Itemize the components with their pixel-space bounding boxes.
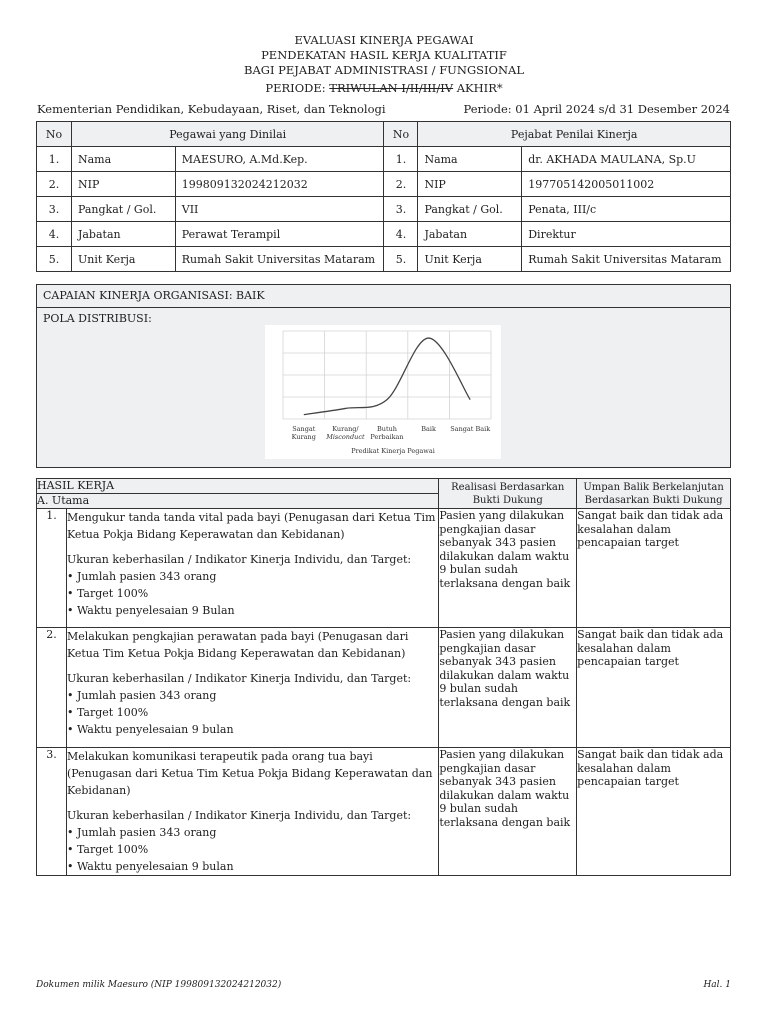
row-number: 3. (384, 197, 418, 222)
target-item: • Waktu penyelesaian 9 bulan (66, 723, 234, 736)
employee-table-header (37, 122, 731, 147)
x-tick-label: Kurang (291, 433, 316, 441)
indikator-label: Ukuran keberhasilan / Indikator Kinerja Individu, dan Target: (66, 672, 412, 685)
periode-suffix: AKHIR* (453, 81, 503, 95)
umpan-balik-cell: Sangat baik dan tidak ada kesalahan dalam pencapaian target (577, 748, 731, 876)
task-cell (66, 748, 438, 876)
col-header-no-2: No (384, 122, 418, 147)
table-row (37, 509, 731, 628)
row-number: 4. (37, 222, 72, 247)
field-value: Penata, III/c (522, 197, 731, 222)
row-number: 1. (384, 147, 418, 172)
col-header-penilai: Pejabat Penilai Kinerja (418, 122, 731, 147)
row-number: 2. (37, 628, 67, 748)
doc-title: EVALUASI KINERJA PEGAWAI (294, 33, 474, 47)
col-header-pegawai: Pegawai yang Dinilai (71, 122, 384, 147)
field-value: Rumah Sakit Universitas Mataram (522, 247, 731, 272)
table-row (37, 748, 731, 876)
table-row (37, 247, 731, 272)
footer-page-number: Hal. 1 (703, 980, 731, 990)
task-description: Melakukan komunikasi terapeutik pada orang tua bayi (Penugasan dari Ketua Tim Ketua Pokja Bidang Keperawatan dan Kebidanan) (66, 750, 433, 797)
task-cell (66, 628, 438, 748)
field-value: Perawat Terampil (175, 222, 384, 247)
hasil-kerja-table (36, 478, 731, 876)
doc-subtitle-1: PENDEKATAN HASIL KERJA KUALITATIF (261, 48, 507, 62)
field-value: VII (175, 197, 384, 222)
field-value: 197705142005011002 (522, 172, 731, 197)
x-tick-label: Misconduct (326, 433, 365, 441)
field-value: MAESURO, A.Md.Kep. (175, 147, 384, 172)
hasil-kerja-title: HASIL KERJA (37, 479, 439, 494)
field-value: Direktur (522, 222, 731, 247)
pola-distribusi-label: POLA DISTRIBUSI: (43, 312, 152, 325)
field-label: NIP (71, 172, 175, 197)
row-number: 5. (37, 247, 72, 272)
target-item: • Jumlah pasien 343 orang (66, 826, 217, 839)
x-axis-label: Predikat Kinerja Pegawai (351, 447, 435, 455)
doc-periode-line (0, 81, 768, 96)
field-label: Jabatan (71, 222, 175, 247)
field-label: Pangkat / Gol. (71, 197, 175, 222)
row-number: 3. (37, 748, 67, 876)
table-row (37, 172, 731, 197)
realisasi-cell: Pasien yang dilakukan pengkajian dasar sebanyak 343 pasien dilakukan dalam waktu 9 bulan sudah terlaksana dengan baik (439, 748, 577, 876)
period-range: Periode: 01 April 2024 s/d 31 Desember 2024 (463, 102, 730, 116)
field-label: Unit Kerja (71, 247, 175, 272)
doc-subtitle-2: BAGI PEJABAT ADMINISTRASI / FUNGSIONAL (244, 63, 524, 77)
distribution-curve (304, 338, 470, 415)
task-cell (66, 509, 438, 628)
x-tick-label: Butuh (377, 425, 397, 433)
target-item: • Target 100% (66, 843, 149, 856)
target-item: • Waktu penyelesaian 9 bulan (66, 860, 234, 873)
field-label: Unit Kerja (418, 247, 522, 272)
section-utama: A. Utama (37, 494, 439, 509)
distribution-chart-svg (265, 325, 501, 459)
umpan-balik-cell: Sangat baik dan tidak ada kesalahan dalam pencapaian target (577, 628, 731, 748)
field-label: Nama (418, 147, 522, 172)
target-item: • Target 100% (66, 587, 149, 600)
field-label: Jabatan (418, 222, 522, 247)
x-tick-label: Baik (421, 425, 436, 433)
table-row (37, 197, 731, 222)
institution-name: Kementerian Pendidikan, Kebudayaan, Riset, dan Teknologi (37, 102, 386, 116)
x-tick-label: Sangat (292, 425, 316, 433)
col-header-realisasi: Realisasi Berdasarkan Bukti Dukung (439, 479, 577, 509)
table-row (37, 222, 731, 247)
col-header-umpan-balik: Umpan Balik Berkelanjutan Berdasarkan Bukti Dukung (577, 479, 731, 509)
table-row (37, 147, 731, 172)
row-number: 4. (384, 222, 418, 247)
task-description: Mengukur tanda tanda vital pada bayi (Penugasan dari Ketua Tim Ketua Pokja Bidang Keperawatan dan Kebidanan) (66, 511, 436, 541)
realisasi-cell: Pasien yang dilakukan pengkajian dasar sebanyak 343 pasien dilakukan dalam waktu 9 bulan sudah terlaksana dengan baik (439, 509, 577, 628)
indikator-label: Ukuran keberhasilan / Indikator Kinerja Individu, dan Target: (66, 809, 412, 822)
employee-table (36, 121, 731, 272)
field-value: 199809132024212032 (175, 172, 384, 197)
target-item: • Target 100% (66, 706, 149, 719)
row-number: 1. (37, 147, 72, 172)
row-number: 1. (37, 509, 67, 628)
field-label: Nama (71, 147, 175, 172)
org-performance-box (36, 284, 731, 468)
periode-prefix: PERIODE: (265, 81, 330, 95)
periode-struck: TRIWULAN I/II/III/IV (329, 81, 454, 95)
field-value: Rumah Sakit Universitas Mataram (175, 247, 384, 272)
distribution-chart (265, 325, 501, 459)
x-tick-label: Sangat Baik (450, 425, 491, 433)
target-item: • Waktu penyelesaian 9 Bulan (66, 604, 235, 617)
x-tick-label: Perbaikan (370, 433, 404, 441)
field-label: NIP (418, 172, 522, 197)
target-item: • Jumlah pasien 343 orang (66, 570, 217, 583)
col-header-no: No (37, 122, 72, 147)
footer-owner: Dokumen milik Maesuro (NIP 199809132024212032) (36, 980, 282, 990)
row-number: 2. (384, 172, 418, 197)
realisasi-cell: Pasien yang dilakukan pengkajian dasar sebanyak 343 pasien dilakukan dalam waktu 9 bulan sudah terlaksana dengan baik (439, 628, 577, 748)
indikator-label: Ukuran keberhasilan / Indikator Kinerja Individu, dan Target: (66, 553, 412, 566)
field-label: Pangkat / Gol. (418, 197, 522, 222)
row-number: 2. (37, 172, 72, 197)
row-number: 5. (384, 247, 418, 272)
field-value: dr. AKHADA MAULANA, Sp.U (522, 147, 731, 172)
target-item: • Jumlah pasien 343 orang (66, 689, 217, 702)
capaian-kinerja-label: CAPAIAN KINERJA ORGANISASI: BAIK (37, 285, 730, 308)
task-description: Melakukan pengkajian perawatan pada bayi (Penugasan dari Ketua Tim Ketua Pokja Bidang Keperawatan dan Kebidanan) (66, 630, 409, 660)
row-number: 3. (37, 197, 72, 222)
umpan-balik-cell: Sangat baik dan tidak ada kesalahan dalam pencapaian target (577, 509, 731, 628)
x-tick-label: Kurang/ (332, 425, 359, 433)
table-row (37, 628, 731, 748)
